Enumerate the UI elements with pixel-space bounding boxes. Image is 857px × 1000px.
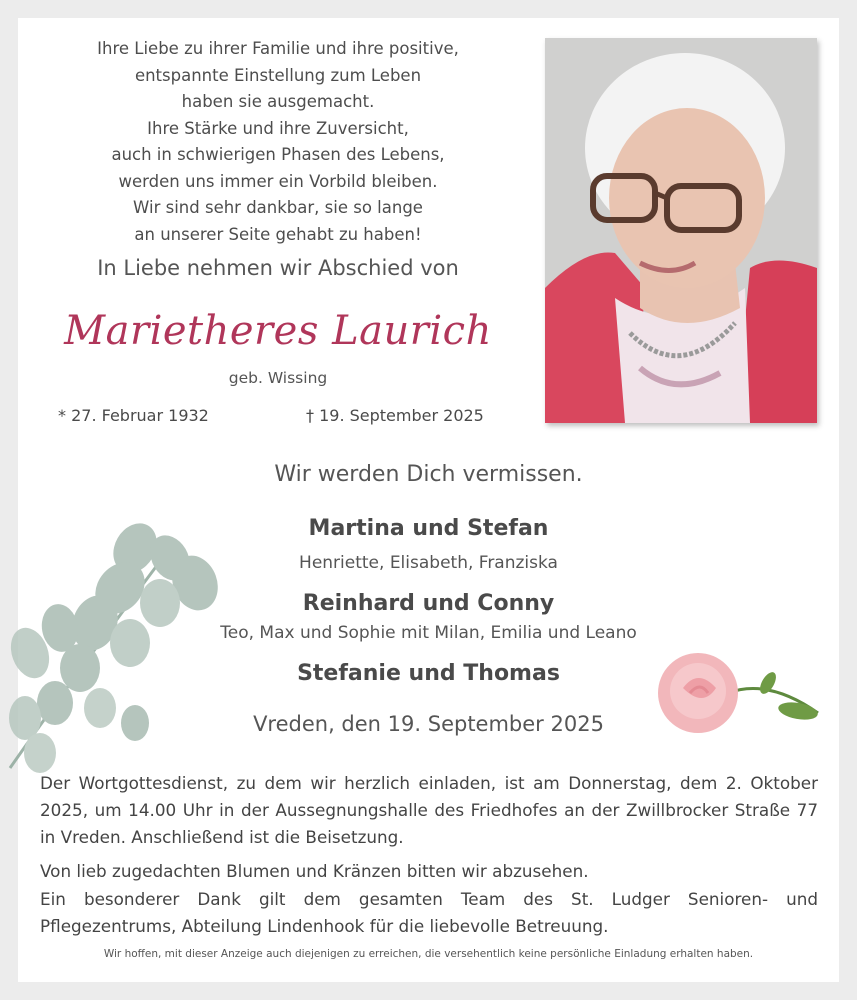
rose-decoration bbox=[628, 633, 828, 757]
service-paragraph: Der Wortgottesdienst, zu dem wir herzlich einladen, ist am Donnerstag, dem 2. Oktober 2025, um 14.00 Uhr in der Aussegnungshalle des Friedhofes an der Zwillbrocker Straße 77 in Vreden. Anschließend ist die Beisetzung. bbox=[40, 773, 818, 847]
family-sub-2: Teo, Max und Sophie mit Milan, Emilia und Leano bbox=[220, 623, 637, 643]
flowers-paragraph: Von lieb zugedachten Blumen und Kränzen bitten wir abzusehen. bbox=[40, 861, 589, 881]
thanks-paragraph: Ein besonderer Dank gilt dem gesamten Team des St. Ludger Senioren- und Pflegezentrums, Abteilung Lindenhook für die liebevolle Betreuung. bbox=[40, 889, 818, 936]
death-date: † 19. September 2025 bbox=[306, 406, 484, 425]
family-main-1: Martina und Stefan bbox=[308, 516, 549, 541]
eucalyptus-decoration bbox=[0, 508, 260, 782]
poem-line: Ihre Stärke und ihre Zuversicht, bbox=[147, 118, 409, 138]
farewell-heading: In Liebe nehmen wir Abschied von bbox=[97, 256, 459, 280]
poem-line: werden uns immer ein Vorbild bleiben. bbox=[118, 171, 438, 191]
poem-line: auch in schwierigen Phasen des Lebens, bbox=[111, 145, 445, 164]
footnote: Wir hoffen, mit dieser Anzeige auch diejenigen zu erreichen, die versehentlich keine persönliche Einladung erhalten haben. bbox=[103, 948, 754, 960]
family-main-2: Reinhard und Conny bbox=[302, 591, 555, 616]
poem-line: haben sie ausgemacht. bbox=[181, 92, 375, 111]
poem-line: an unserer Seite gehabt zu haben! bbox=[134, 224, 422, 244]
miss-you-text: Wir werden Dich vermissen. bbox=[274, 462, 583, 487]
deceased-name: Marietheres Laurich bbox=[64, 308, 492, 354]
maiden-name: geb. Wissing bbox=[228, 369, 328, 387]
poem-line: Wir sind sehr dankbar, sie so lange bbox=[133, 198, 423, 217]
family-sub-1: Henriette, Elisabeth, Franziska bbox=[299, 553, 558, 573]
poem-line: entspannte Einstellung zum Leben bbox=[134, 65, 422, 85]
poem-line: Ihre Liebe zu ihrer Familie und ihre positive, bbox=[97, 39, 459, 58]
family-main-3: Stefanie und Thomas bbox=[297, 661, 560, 686]
obituary-card bbox=[18, 18, 839, 982]
memorial-poem bbox=[58, 36, 498, 248]
portrait-photo bbox=[545, 38, 817, 423]
place-date: Vreden, den 19. September 2025 bbox=[253, 712, 604, 736]
birth-date: * 27. Februar 1932 bbox=[58, 406, 209, 425]
